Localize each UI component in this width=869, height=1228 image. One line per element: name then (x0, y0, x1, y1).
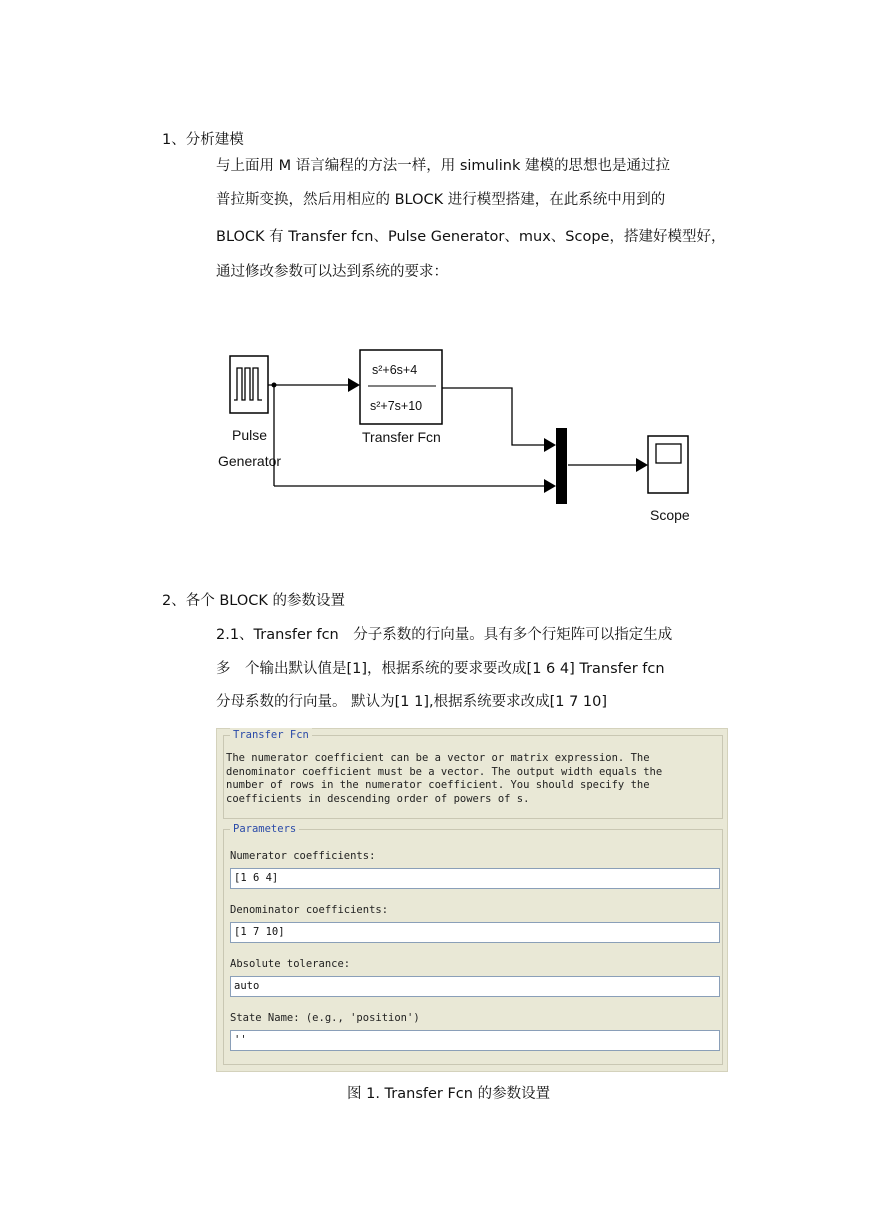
numerator-label: Numerator coefficients: (230, 850, 376, 862)
section-1-line-4: 通过修改参数可以达到系统的要求： (216, 264, 448, 280)
denominator-label: Denominator coefficients: (230, 904, 389, 916)
mux-block (556, 428, 567, 504)
tf-denominator: s²+7s+10 (370, 399, 423, 413)
section-1-line-3: BLOCK 有 Transfer fcn、Pulse Generator、mux、Scope，搭建好模型好， (216, 229, 726, 245)
abs-tolerance-label: Absolute tolerance: (230, 958, 351, 970)
tf-numerator: s²+6s+4 (372, 363, 418, 377)
description-group (223, 729, 723, 819)
scope-label: Scope (650, 507, 690, 523)
pulse-label-1: Pulse (232, 427, 268, 443)
abs-tolerance-field[interactable]: auto (230, 976, 720, 997)
dialog-title: Transfer Fcn (230, 728, 312, 742)
dialog-description: The numerator coefficient can be a vector or matrix expression. The denominator coefficient must be a vector. The output width equals the number of rows in the numerator coefficient. You should specify the coefficients in descending order of powers of s. (226, 752, 663, 805)
branch-point (272, 383, 277, 388)
pulse-label-2: Generator (218, 453, 282, 469)
tf-label: Transfer Fcn (362, 429, 441, 445)
arrow-to-tf (348, 378, 360, 392)
section-1-heading: 1、分析建模 (162, 132, 244, 148)
signal-lines (268, 385, 638, 486)
arrow-to-mux-1 (544, 438, 556, 452)
numerator-field[interactable]: [1 6 4] (230, 868, 720, 889)
section-2-line-1: 2.1、Transfer fcn 分子系数的行向量。具有多个行矩阵可以指定生成 (216, 627, 673, 643)
denominator-field[interactable]: [1 7 10] (230, 922, 720, 943)
scope-block (648, 436, 688, 493)
section-2-heading: 2、各个 BLOCK 的参数设置 (162, 593, 345, 609)
parameter-dialog (216, 728, 728, 1072)
parameters-title: Parameters (230, 822, 299, 836)
section-2-line-3: 分母系数的行向量。 默认为[1 1],根据系统要求改成[1 7 10] (216, 694, 608, 710)
state-name-field[interactable]: '' (230, 1030, 720, 1051)
parameters-group (223, 823, 723, 1065)
arrow-to-mux-2 (544, 479, 556, 493)
state-name-label: State Name: (e.g., 'position') (230, 1012, 420, 1024)
section-1-line-1: 与上面用 M 语言编程的方法一样，用 simulink 建模的思想也是通过拉 (216, 158, 670, 174)
arrow-to-scope (636, 458, 648, 472)
pulse-generator-block (230, 356, 268, 413)
section-2-line-2: 多 个输出默认值是[1]，根据系统的要求要改成[1 6 4] Transfer fcn (216, 661, 665, 677)
section-1-line-2: 普拉斯变换，然后用相应的 BLOCK 进行模型搭建，在此系统中用到的 (216, 192, 666, 208)
simulink-diagram (212, 340, 712, 540)
scope-screen-icon (656, 444, 681, 463)
figure-caption: 图 1. Transfer Fcn 的参数设置 (347, 1086, 551, 1102)
